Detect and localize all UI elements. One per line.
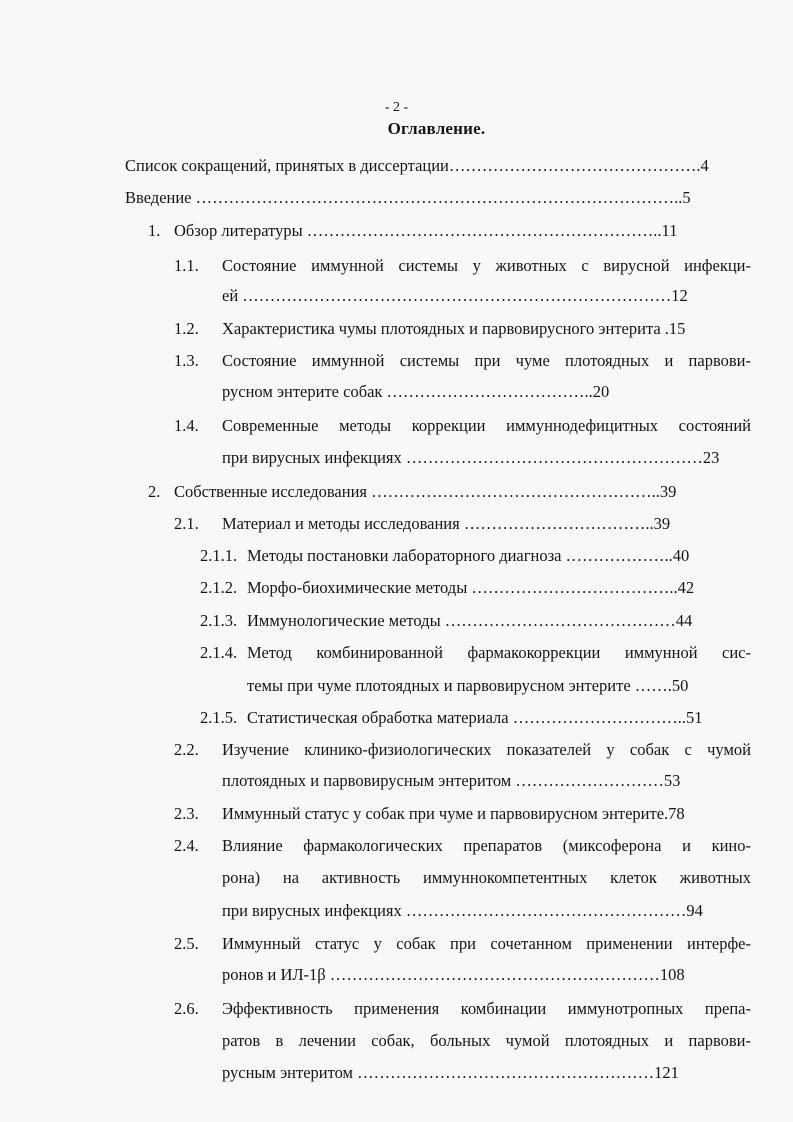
toc-1-2-number: 1.2. [174, 319, 199, 338]
toc-chapter-2[interactable]: Собственные исследования ……………………………………………..39 [174, 482, 677, 501]
toc-abbreviations[interactable]: Список сокращений, принятых в диссертации……………………………………….4 [125, 156, 709, 175]
toc-2-1-1[interactable]: Методы постановки лабораторного диагноза ………………..40 [247, 546, 690, 565]
toc-1-2[interactable]: Характеристика чумы плотоядных и парвовирусного энтерита .15 [222, 319, 686, 338]
toc-2-4-cont[interactable]: рона) на активность иммуннокомпетентных клеток животных [222, 868, 751, 887]
toc-2-4-cont-2[interactable]: при вирусных инфекциях ……………………………………………94 [222, 901, 703, 920]
toc-2-1-4-number: 2.1.4. [200, 643, 238, 662]
toc-1-4-number: 1.4. [174, 416, 199, 435]
toc-1-1-cont[interactable]: ей ……………………………………………………………………12 [222, 286, 688, 305]
toc-2-6[interactable]: Эффективность применения комбинации иммунотропных препа- [222, 999, 751, 1018]
toc-introduction[interactable]: Введение ……………………………………………………………………………..5 [125, 188, 691, 207]
toc-2-2[interactable]: Изучение клинико-физиологических показателей у собак с чумой [222, 740, 751, 759]
toc-2-3-number: 2.3. [174, 804, 199, 823]
toc-2-1-number: 2.1. [174, 514, 199, 533]
toc-2-5[interactable]: Иммунный статус у собак при сочетанном применении интерфе- [222, 934, 751, 953]
page-title: Оглавление. [387, 119, 486, 138]
toc-2-1-3-number: 2.1.3. [200, 611, 238, 630]
toc-2-1[interactable]: Материал и методы исследования ……………………………..39 [222, 514, 671, 533]
toc-1-4[interactable]: Современные методы коррекции иммуннодефицитных состояний [222, 416, 751, 435]
toc-2-1-4-cont[interactable]: темы при чуме плотоядных и парвовирусном энтерите …….50 [247, 676, 689, 695]
toc-2-6-cont-2[interactable]: русным энтеритом ………………………………………………121 [222, 1063, 679, 1082]
toc-chapter-2-number: 2. [148, 482, 161, 501]
toc-2-2-cont[interactable]: плотоядных и парвовирусным энтеритом ………………………53 [222, 771, 681, 790]
toc-1-1-number: 1.1. [174, 256, 199, 275]
toc-2-1-2-number: 2.1.2. [200, 578, 238, 597]
toc-1-3-cont[interactable]: русном энтерите собак ………………………………..20 [222, 382, 610, 401]
page-number: - 2 - [384, 100, 409, 115]
toc-2-1-2[interactable]: Морфо-биохимические методы ………………………………..42 [247, 578, 695, 597]
toc-2-6-number: 2.6. [174, 999, 199, 1018]
toc-2-1-4[interactable]: Метод комбинированной фармакокоррекции иммунной сис- [247, 643, 751, 662]
toc-2-1-5[interactable]: Статистическая обработка материала …………………………..51 [247, 708, 703, 727]
toc-2-4-number: 2.4. [174, 836, 199, 855]
toc-2-1-5-number: 2.1.5. [200, 708, 238, 727]
toc-1-4-cont[interactable]: при вирусных инфекциях ………………………………………………23 [222, 448, 720, 467]
toc-2-2-number: 2.2. [174, 740, 199, 759]
toc-2-5-number: 2.5. [174, 934, 199, 953]
toc-2-3[interactable]: Иммунный статус у собак при чуме и парвовирусном энтерите.78 [222, 804, 685, 823]
toc-2-6-cont[interactable]: ратов в лечении собак, больных чумой плотоядных и парвови- [222, 1031, 751, 1050]
toc-1-3[interactable]: Состояние иммунной системы при чуме плотоядных и парвови- [222, 351, 751, 370]
toc-1-3-number: 1.3. [174, 351, 199, 370]
toc-chapter-1[interactable]: Обзор литературы ………………………………………………………..11 [174, 221, 678, 240]
toc-2-4[interactable]: Влияние фармакологических препаратов (миксоферона и кино- [222, 836, 751, 855]
toc-chapter-1-number: 1. [148, 221, 161, 240]
toc-2-5-cont[interactable]: ронов и ИЛ-1β ……………………………………………………108 [222, 965, 685, 984]
toc-2-1-3[interactable]: Иммунологические методы ……………………………………44 [247, 611, 693, 630]
toc-2-1-1-number: 2.1.1. [200, 546, 238, 565]
toc-1-1[interactable]: Состояние иммунной системы у животных с вирусной инфекци- [222, 256, 751, 275]
